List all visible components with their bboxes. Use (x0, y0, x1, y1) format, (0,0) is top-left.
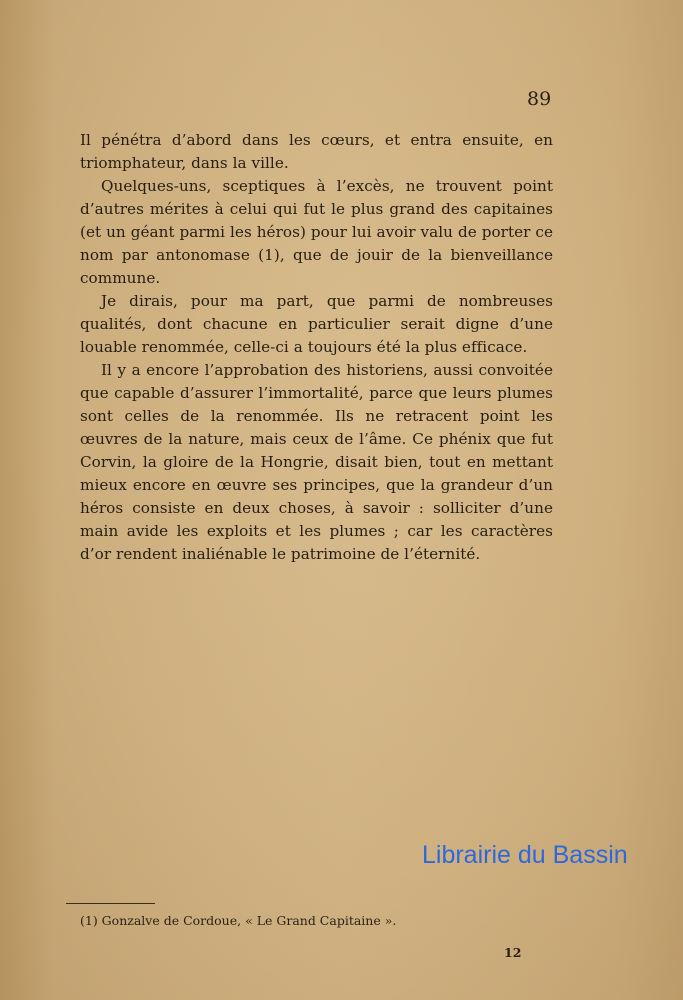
footnote: (1) Gonzalve de Cordoue, « Le Grand Capitaine ». (80, 913, 397, 928)
paragraph: Quelques-uns, sceptiques à l’excès, ne trouvent point d’autres mérites à celui qui fut le plus grand des capitaines (et un géant parmi les héros) pour lui avoir valu de porter ce nom par antonomase (1), que de jouir de la bienveillance commune. (80, 177, 553, 287)
body-text (80, 129, 553, 566)
signature-mark: 12 (504, 945, 522, 960)
page-number: 89 (527, 88, 552, 110)
watermark: Librairie du Bassin (422, 841, 628, 869)
paragraph: Il pénétra d’abord dans les cœurs, et entra ensuite, en triomphateur, dans la ville. (80, 131, 553, 172)
paragraph: Il y a encore l’approbation des historiens, aussi convoitée que capable d’assurer l’immortalité, parce que leurs plumes sont celles de la renommée. Ils ne retracent point les œuvres de la nature, mais ceux de l’âme. Ce phénix que fut Corvin, la gloire de la Hongrie, disait bien, tout en mettant mieux encore en œuvre ses principes, que la grandeur d’un héros consiste en deux choses, à savoir : solliciter d’une main avide les exploits et les plumes ; car les caractères d’or rendent inaliénable le patrimoine de l’éternité. (80, 361, 553, 563)
paragraph: Je dirais, pour ma part, que parmi de nombreuses qualités, dont chacune en particulier serait digne d’une louable renommée, celle-ci a toujours été la plus efficace. (80, 292, 553, 356)
footnote-rule (66, 903, 155, 904)
